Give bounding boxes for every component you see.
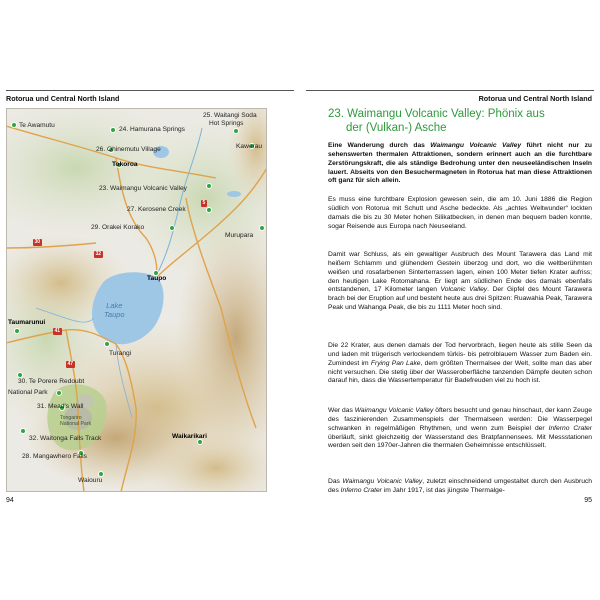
lead-italic: Waimangu Volcanic Valley [430,142,522,149]
kerosene-marker [206,207,212,213]
label-mangawhero: 28. Mangawhero Falls [22,453,87,460]
label-lake-taupo [104,302,125,319]
paragraph-5 [328,478,592,496]
p4-italic-2: Inferno Crater [548,424,592,432]
running-head-right: Rotorua und Central North Island [478,94,592,103]
road-shield-41: 41 [54,328,61,334]
label-waimangu: 23. Waimangu Volcanic Valley [99,185,187,192]
p4-text-1: Wer das [328,407,355,414]
paragraph-1: Es muss eine furchtbare Explosion gewesen sein, die am 10. Juni 1886 die Region südlich von Rotorua mit Schutt und Asche bedeckte. Als „achtes Weltwunder“ lockten damals die bis zu 30 Meter hohen Silikatbecken, in denen man bequem baden konnte, sogar Reisende aus Europa nach Neuseeland. [328,196,592,230]
p4-text-3: überläuft, sinkt gleichzeitig der Wasserstand des Bratpfannensees. Mit Messstationen werden seit den 1970er-Jahren die thermalen Geheimnisse entschlüsselt. [328,433,592,450]
label-lake-line1: Lake [106,301,123,310]
road-shield-32: 32 [95,251,102,257]
lead-paragraph [328,142,592,186]
taumarunui-marker [14,328,20,334]
p5-italic-2: Inferno Crater [340,486,382,494]
p4-text-2: öfters besucht und genau hinschaut, der kann Zeuge des faszinierenden Zusammenspiels der Thermalseen werden: Die Wasserpegel schwanken in regelmäßigen Rhythmen, und wenn zum Beispiel der [328,407,592,432]
label-te-porere: 30. Te Porere Redoubt [18,378,85,385]
hamurana-marker [110,127,116,133]
label-tongariro-line1: Tongariro [60,415,82,421]
orakei-marker [169,225,175,231]
road-shield-5: 5 [202,200,206,206]
p3-text-1: Die 22 Krater, aus denen damals der Tod hervorbrach, liegen heute als stille Seen da und laden mit trügerisch verlockendem türkis- bis petrolblauem Wasser zum Baden ein. Zumindest im [328,342,592,367]
label-kerosene: 27. Kerosene Creek [127,206,186,213]
p3-italic: Frying Pan Lake [370,359,421,367]
right-page [300,0,600,600]
label-turangi: Turangi [109,350,132,357]
p5-italic-1: Waimangu Volcanic Valley [342,478,423,485]
header-rule-right [306,90,594,91]
label-lake-line2: Taupo [104,309,125,319]
p2-italic: Volcanic Valley [440,286,488,294]
label-hamurana: 24. Hamurana Springs [119,126,185,133]
label-orakei: 29. Orakei Korako [91,224,145,231]
waitangi-marker [233,128,239,134]
running-head-left: Rotorua und Central North Island [6,94,120,103]
header-rule-left [6,90,294,91]
p5-text-3: im Jahr 1917, ist das jüngste Thermalge- [381,486,505,494]
label-taupo: Taupo [147,275,167,282]
murupara-marker [259,225,265,231]
label-waitonga: 32. Waitonga Falls Track [29,435,102,442]
paragraph-4 [328,407,592,451]
label-ohinemutu: 26. Ohinemutu Village [96,146,161,153]
turangi-marker [104,341,110,347]
page-number-left: 94 [6,497,14,504]
label-national-park: National Park [8,389,48,396]
lead-text-1: Eine Wanderung durch das [328,142,431,149]
waimangu-marker [206,183,212,189]
label-waikarikari: Waikarikari [172,433,207,440]
label-waitangi-2: Hot Springs [209,120,244,127]
article-title [328,107,590,135]
label-tongariro-line2: National Park [60,420,92,427]
article-title-line1: 23. Waimangu Volcanic Valley: Phönix aus [328,108,545,120]
paragraph-2 [328,251,592,313]
label-te-awamutu: Te Awamutu [19,122,55,129]
label-tokoroa: Tokoroa [112,161,138,168]
waitonga-marker [20,428,26,434]
road-shield-30: 30 [34,239,41,245]
region-map [6,108,267,492]
label-kawerau: Kawerau [236,143,263,150]
label-murupara: Murupara [225,232,254,239]
p5-text-2: , zuletzt einschneidend umgestaltet durch den Ausbruch des [328,478,592,494]
p2-text-1: Damit war Schluss, als ein gewaltiger Ausbruch des Mount Tarawera das Land mit heißem Schlamm und glühendem Gestein überzog und dort, wo die weltberühmten weißen und rosafarbenen Sinterterrassen lagen, einen 100 Meter tiefen Krater aufriss; den heutigen Lake Rotomahana. Er liegt am südlichen Ende des damals ebenfalls entstandenen, 17 Kilometer langen [328,251,592,294]
p5-text-1: Das [328,478,343,485]
label-meads-wall: 31. Mead's Wall [37,403,84,410]
p4-italic-1: Waimangu Volcanic Valley [354,407,434,414]
article-title-line2: der (Vulkan-) Asche [346,122,447,134]
label-waitangi-1: 25. Waitangi Soda [203,112,257,119]
road-shield-47: 47 [67,361,74,367]
lead-text-2: führt nicht nur zu sehenswerten thermalen Attraktionen, sondern erinnert auch an die furchtbare Zerstörungskraft, die als ständige Bedrohung unter den neuseeländischen Inseln lauert. Abseits von den Besuchermagneten in Rotorua hat man diese Attraktionen oft ganz für sich allein. [328,142,592,185]
paragraph-3 [328,342,592,386]
page-number-right: 95 [584,497,592,504]
label-waiouru: Waiouru [78,477,103,484]
te-awamutu-marker [11,122,17,128]
p2-text-2: . Der Gipfel des Mount Tarawera brach bei der Eruption auf und besteht heute aus drei Spitzen: Ruawahia Peak, Tarawera Peak und Wahanga Peak, die bis zu 1111 Meter hoch sind. [328,286,592,312]
national-park-marker [56,390,62,396]
p3-text-2: , dem größten Thermalsee der Welt, sollte man das aber nicht versuchen. Die stetig über der Wasseroberfläche tanzenden Dämpfe deuten schon darauf hin, dass die Wassertemperatur für Badefreuden viel zu hoch ist. [328,359,592,385]
label-taumarunui: Taumarunui [8,319,46,326]
label-tongariro [60,416,91,428]
